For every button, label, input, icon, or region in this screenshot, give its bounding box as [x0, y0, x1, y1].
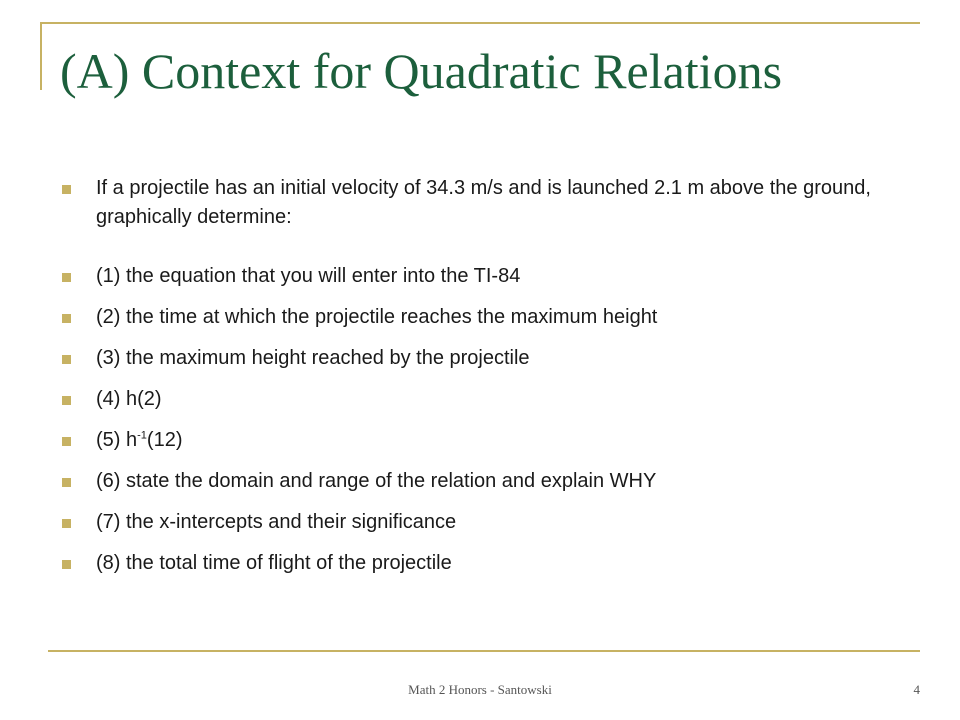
bullet-square-icon — [62, 437, 71, 446]
superscript-exponent: -1 — [137, 429, 147, 442]
bullet-item-6 — [62, 467, 882, 496]
footer-course: Math 2 Honors - Santowski — [408, 682, 552, 697]
bullet-text: (2) the time at which the projectile reaches the maximum height — [96, 306, 658, 328]
bullet-item-5 — [62, 426, 882, 455]
bullet-square-icon — [62, 314, 71, 323]
bullet-item-2 — [62, 303, 882, 332]
bullet-square-icon — [62, 478, 71, 487]
bullet-text: (8) the total time of flight of the projectile — [96, 552, 452, 574]
bullet-text-before: (5) h — [96, 429, 138, 451]
bullet-item-1 — [62, 262, 882, 291]
bullet-square-icon — [62, 396, 71, 405]
bullet-square-icon — [62, 273, 71, 282]
bullet-text: (3) the maximum height reached by the projectile — [96, 347, 530, 369]
bullet-text: If a projectile has an initial velocity of 34.3 m/s and is launched 2.1 m above the ground, graphically determine: — [96, 177, 871, 228]
bullet-square-icon — [62, 560, 71, 569]
page-number: 4 — [913, 682, 920, 697]
frame-top-rule — [40, 22, 920, 24]
bullet-list — [62, 174, 882, 590]
bullet-text: (6) state the domain and range of the relation and explain WHY — [96, 470, 657, 492]
bullet-text: (4) h(2) — [96, 388, 162, 410]
bullet-item-8 — [62, 549, 882, 578]
bullet-square-icon — [62, 519, 71, 528]
bullet-text: (1) the equation that you will enter into the TI-84 — [96, 265, 521, 287]
bullet-item-3 — [62, 344, 882, 373]
bullet-item-7 — [62, 508, 882, 537]
bullet-text-after: (12) — [146, 429, 183, 451]
slide-title: (A) Context for Quadratic Relations — [60, 43, 783, 99]
bullet-text — [96, 429, 182, 451]
footer-rule — [48, 650, 920, 652]
frame-left-rule — [40, 22, 42, 90]
bullet-square-icon — [62, 355, 71, 364]
bullet-text: (7) the x-intercepts and their significance — [96, 511, 457, 533]
bullet-item-4 — [62, 385, 882, 414]
bullet-square-icon — [62, 185, 71, 194]
bullet-intro — [62, 174, 882, 232]
